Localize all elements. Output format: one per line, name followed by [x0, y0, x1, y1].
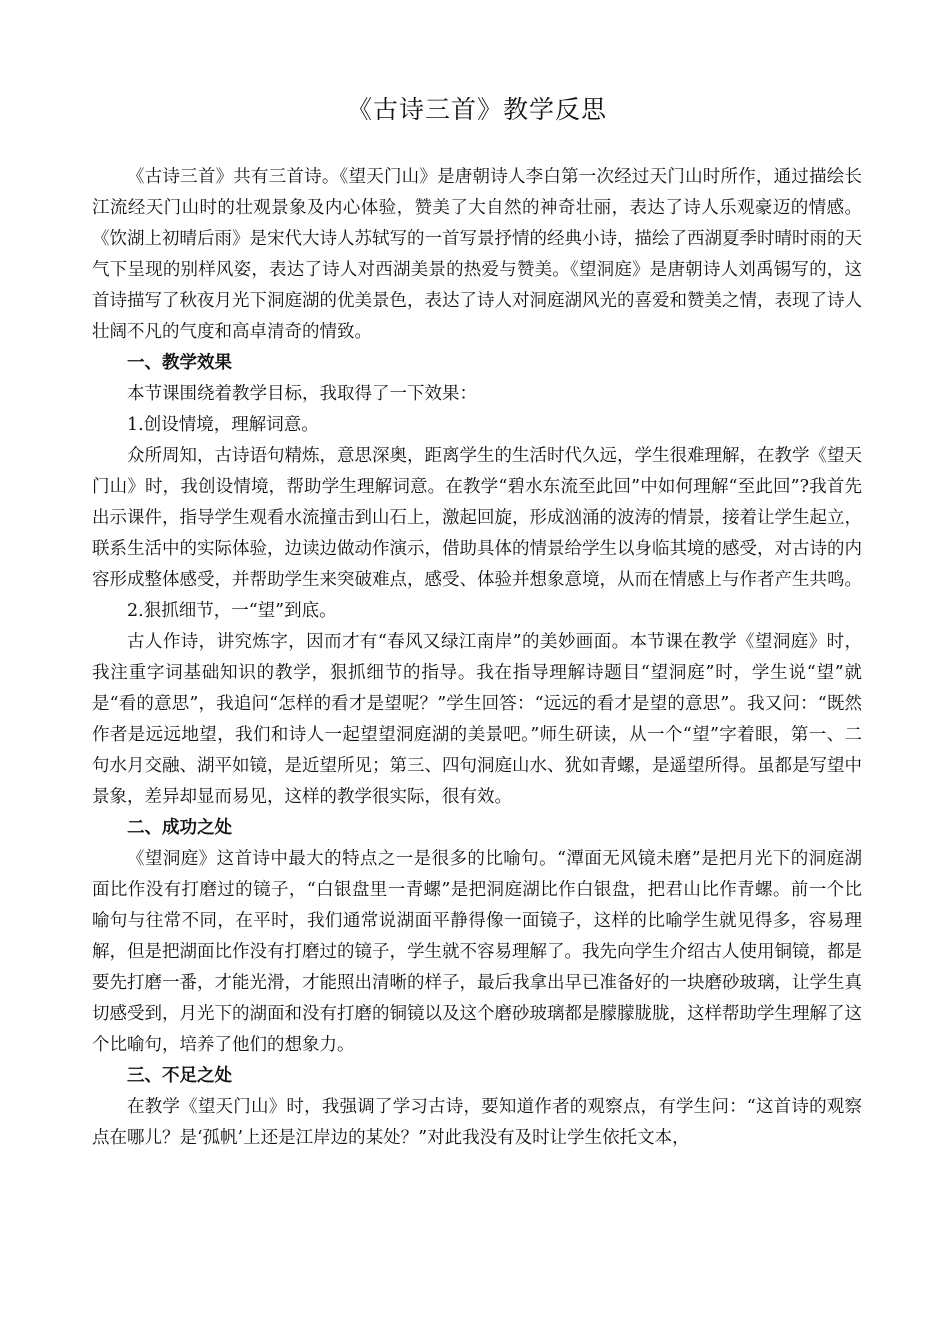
document-title: 《古诗三首》教学反思: [346, 95, 607, 124]
intro-paragraph: 《古诗三首》共有三首诗。《望天门山》是唐朝诗人李白第一次经过天门山时所作，通过描绘长江流经天门山时的壮观景象及内心体验，赞美了大自然的神奇壮丽，表达了诗人乐观豪迈的情感。《饮湖上初晴后雨》是宋代大诗人苏轼写的一首写景抒情的经典小诗，描绘了西湖夏季时晴时雨的天气下呈现的别样风姿，表达了诗人对西湖美景的热爱与赞美。《望洞庭》是唐朝诗人刘禹锡写的，这首诗描写了秋夜月光下洞庭湖的优美景色，表达了诗人对洞庭湖风光的喜爱和赞美之情，表现了诗人壮阔不凡的气度和高卓清奇的情致。: [92, 167, 862, 342]
section3-body: 在教学《望天门山》时，我强调了学习古诗，要知道作者的观察点，有学生问：“这首诗的观察点在哪儿？是‘孤帆’上还是江岸边的某处？”对此我没有及时让学生依托文本，: [92, 1097, 862, 1148]
section1-lead: 本节课围绕着教学目标，我取得了一下效果：: [127, 384, 477, 404]
point2-title: 2.狠抓细节，一“望”到底。: [127, 601, 337, 621]
point1-title: 1.创设情境，理解词意。: [127, 415, 319, 435]
document-page: [92, 90, 862, 1154]
section2-body: 《望洞庭》这首诗中最大的特点之一是很多的比喻句。“潭面无风镜未磨”是把月光下的洞庭湖面比作没有打磨过的镜子，“白银盘里一青螺”是把洞庭湖比作白银盘，把君山比作青螺。前一个比喻句与往常不同，在平时，我们通常说湖面平静得像一面镜子，这样的比喻学生就见得多，容易理解，但是把湖面比作没有打磨过的镜子，学生就不容易理解了。我先向学生介绍古人使用铜镜，都是要先打磨一番，才能光滑，才能照出清晰的样子，最后我拿出早已准备好的一块磨砂玻璃，让学生真切感受到，月光下的湖面和没有打磨的铜镜以及这个磨砂玻璃都是朦朦胧胧，这样帮助学生理解了这个比喻句，培养了他们的想象力。: [92, 849, 862, 1055]
section-heading-success: 二、成功之处: [127, 818, 232, 838]
section-heading-teaching-effect: 一、教学效果: [127, 353, 232, 373]
point1-body: 众所周知，古诗语句精炼，意思深奥，距离学生的生活时代久远，学生很难理解，在教学《望天门山》时，我创设情境，帮助学生理解词意。在教学“碧水东流至此回”中如何理解“至此回”?我首先出示课件，指导学生观看水流撞击到山石上，激起回旋，形成汹涌的波涛的情景，接着让学生起立，联系生活中的实际体验，边读边做动作演示，借助具体的情景给学生以身临其境的感受，对古诗的内容形成整体感受，并帮助学生来突破难点，感受、体验并想象意境，从而在情感上与作者产生共鸣。: [92, 446, 862, 590]
section-heading-shortcomings: 三、不足之处: [127, 1066, 232, 1086]
point2-body: 古人作诗，讲究炼字，因而才有“春风又绿江南岸”的美妙画面。本节课在教学《望洞庭》时，我注重字词基础知识的教学，狠抓细节的指导。我在指导理解诗题目“望洞庭”时，学生说“望”就是“看的意思”，我追问“怎样的看才是望呢？”学生回答：“远远的看才是望的意思”。我又问：“既然作者是远远地望，我们和诗人一起望望洞庭湖的美景吧。”师生研读，从一个“望”字着眼，第一、二句水月交融、湖平如镜，是近望所见；第三、四句洞庭山水、犹如青螺，是遥望所得。虽都是写望中景象，差异却显而易见，这样的教学很实际，很有效。: [92, 632, 862, 807]
